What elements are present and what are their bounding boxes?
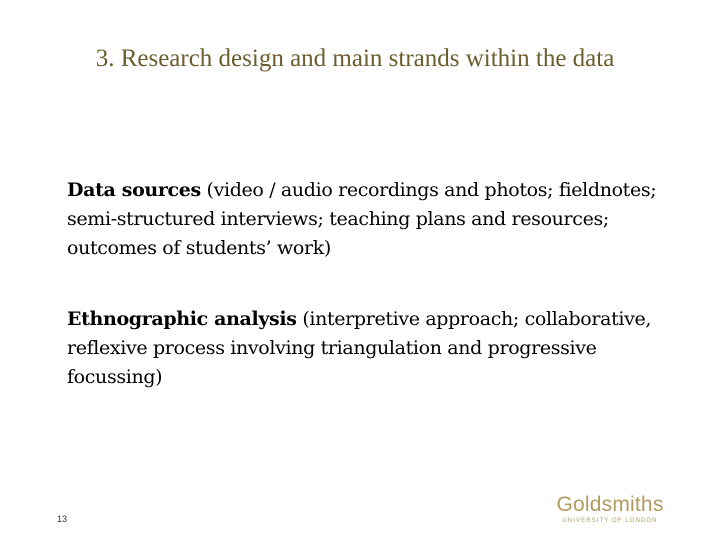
- logo-subtitle: UNIVERSITY OF LONDON: [562, 518, 658, 524]
- bullet-ethnographic-analysis: [67, 305, 667, 392]
- bullet-text: (video / audio recordings and photos; fieldnotes; semi-structured interviews; teaching plans and resources; outcomes of students’ work): [67, 179, 657, 259]
- bullet-heading: Data sources: [67, 179, 201, 201]
- bullet-text: (interpretive approach; collaborative, reflexive process involving triangulation and progressive focussing): [67, 308, 652, 388]
- goldsmiths-logo: [551, 494, 669, 525]
- page-number: 13: [57, 514, 68, 524]
- bullet-data-sources: [67, 176, 667, 263]
- slide-title: 3. Research design and main strands within the data: [95, 45, 615, 72]
- bullet-heading: Ethnographic analysis: [67, 308, 297, 330]
- logo-wordmark: Goldsmiths: [556, 493, 664, 516]
